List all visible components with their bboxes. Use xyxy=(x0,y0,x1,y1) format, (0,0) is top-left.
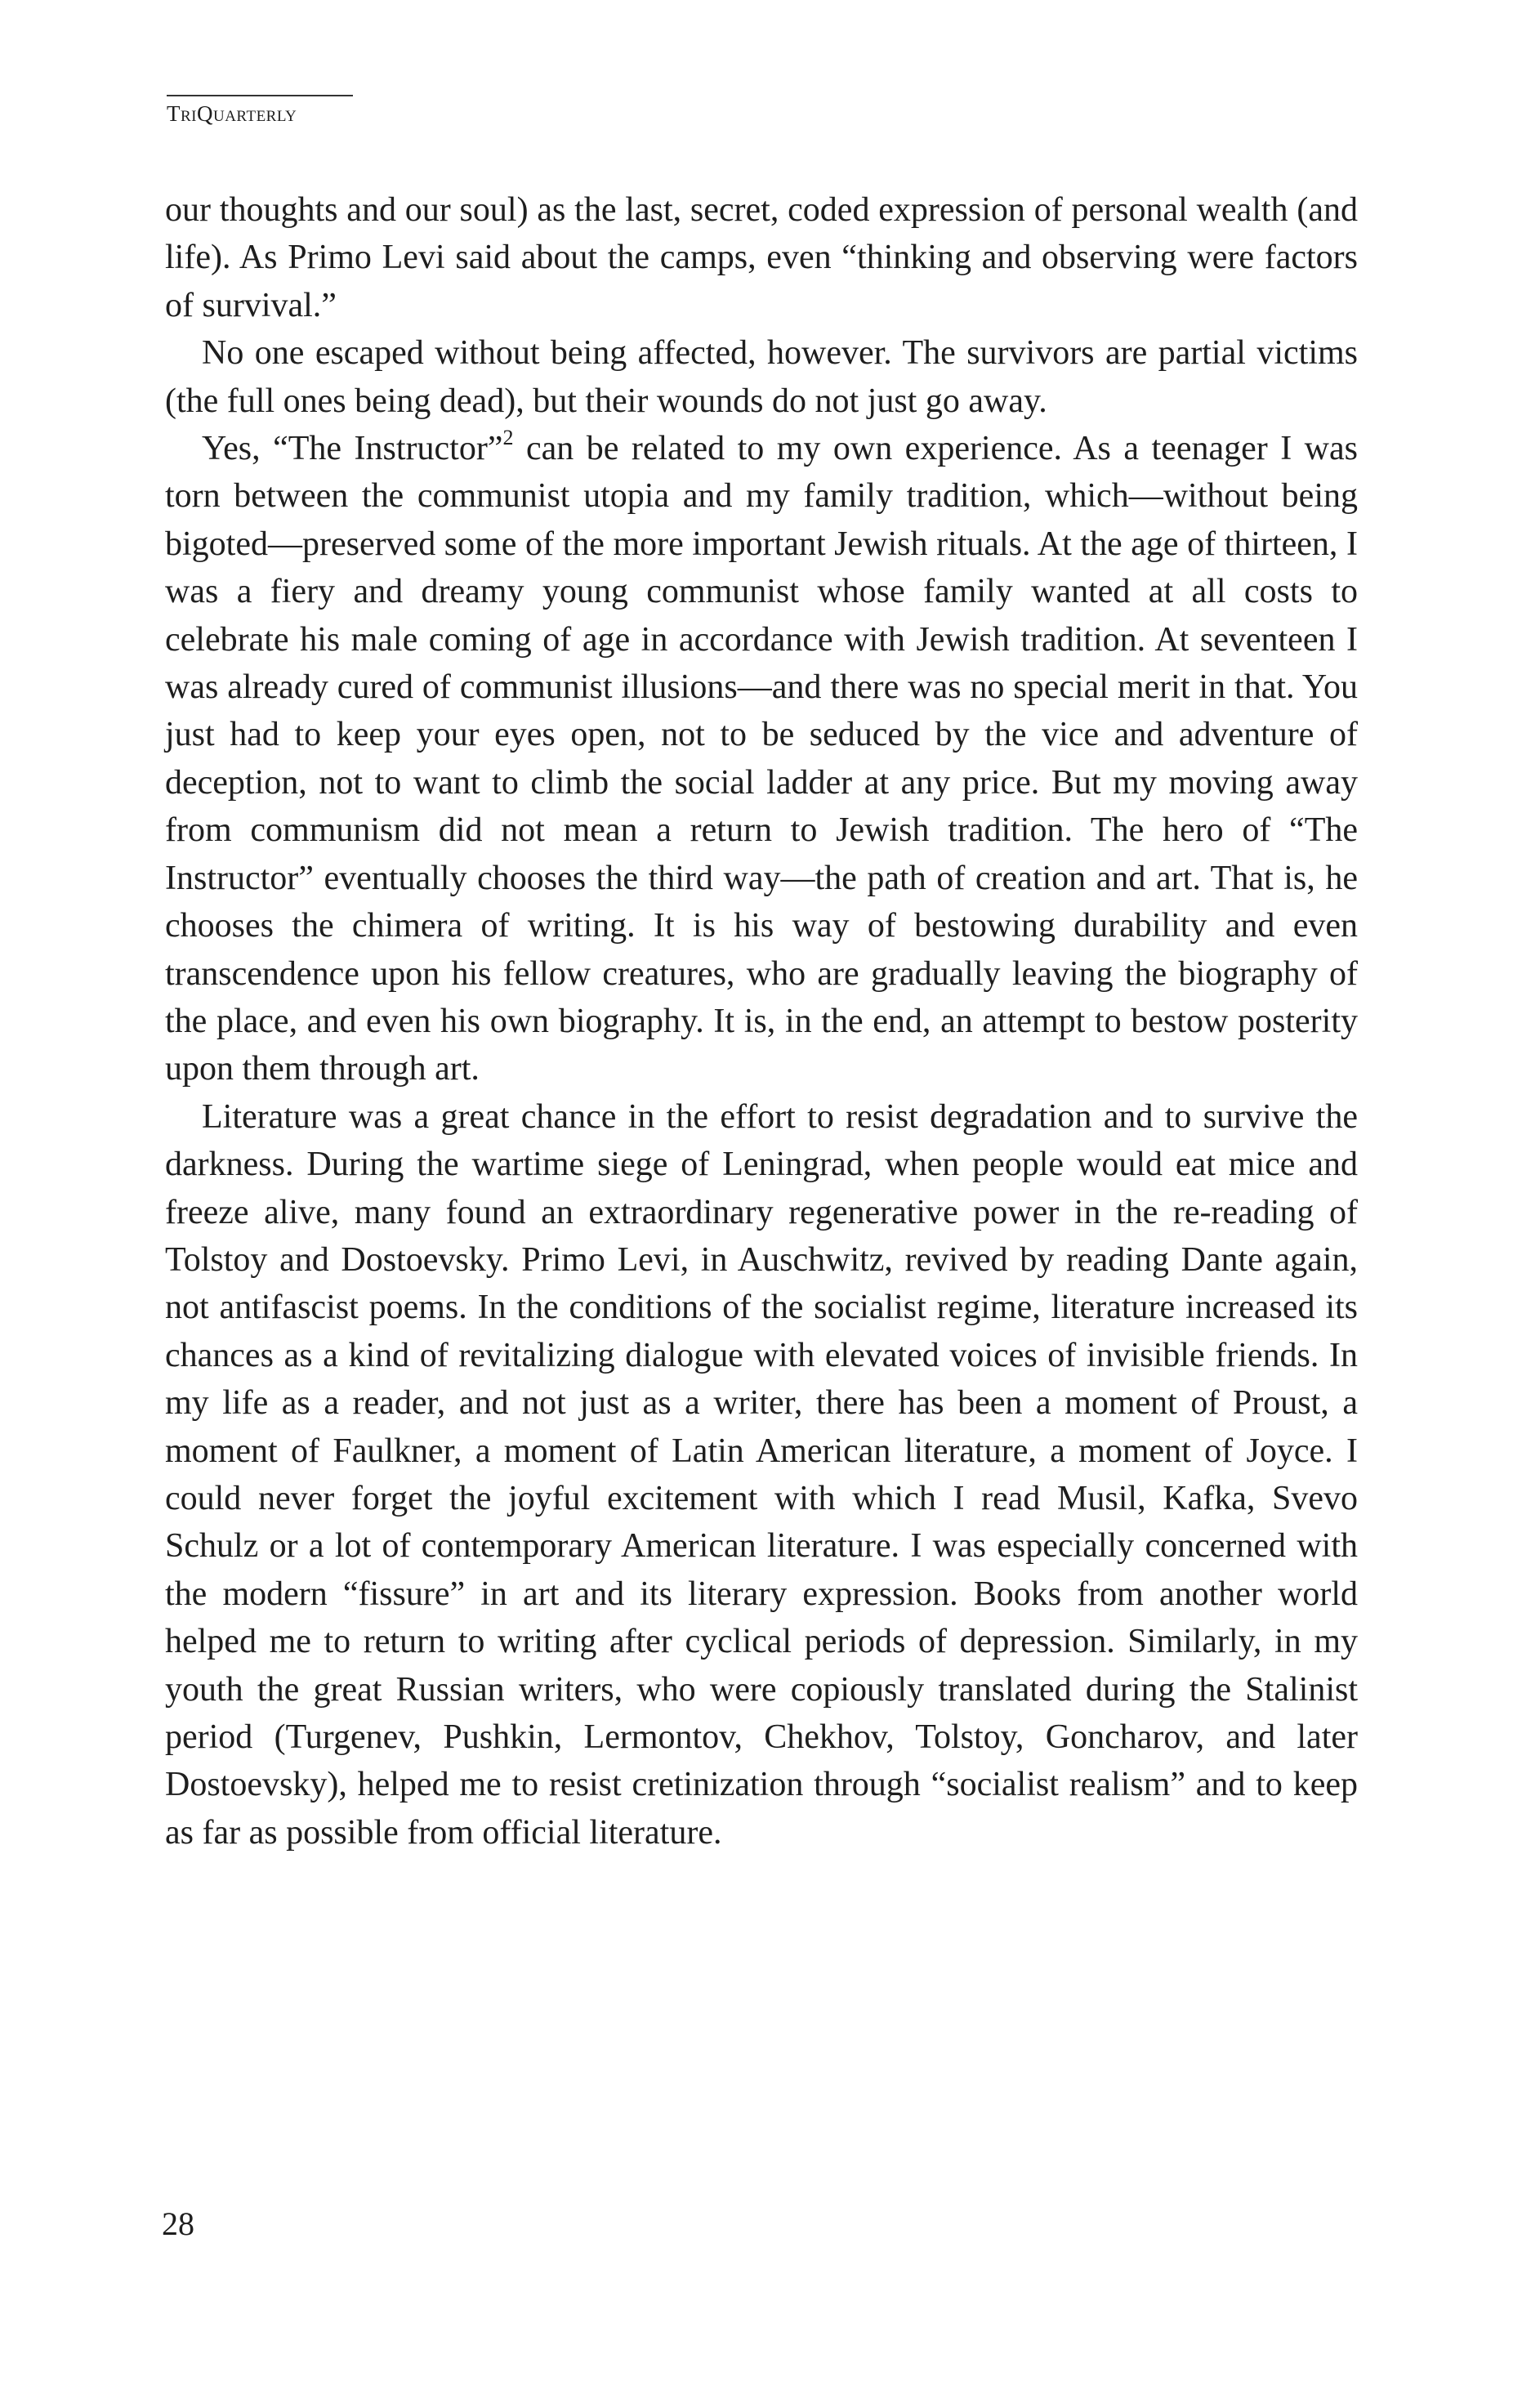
footnote-marker: 2 xyxy=(502,426,514,450)
body-text xyxy=(165,186,1358,1856)
paragraph-3-start: Yes, “The Instructor” xyxy=(202,430,503,468)
paragraph-3-rest: can be related to my own experience. As a teenager I was torn between the communist utopia and my family tradition, which—without being bigoted—preserved some of the more important Jewish rituals. At the age of thirteen, I was a fiery and dreamy young communist whose family wanted at all costs to celebrate his male coming of age in accordance with Jewish tradition. At seventeen I was already cured of communist illusions—and there was no special merit in that. You just had to keep your eyes open, not to be seduced by the vice and adventure of deception, not to want to climb the social ladder at any price. But my moving away from communism did not mean a return to Jewish tradition. The hero of “The Instructor” eventually chooses the third way—the path of creation and art. That is, he chooses the chimera of writing. It is his way of bestowing durability and even transcendence upon his fellow creatures, who are gradually leaving the biography of the place, and even his own biography. It is, in the end, an attempt to bestow posterity upon them through art. xyxy=(165,430,1358,1088)
paragraph-3 xyxy=(165,425,1358,1093)
paragraph-1: our thoughts and our soul) as the last, secret, coded expression of personal wealth (and life). As Primo Levi said about the camps, even “thinking and observing were factors of survival.” xyxy=(165,191,1358,324)
paragraph-4: Literature was a great chance in the effort to resist degradation and to survive the darkness. During the wartime siege of Leningrad, when people would eat mice and freeze alive, many found an extraordinary regenerative power in the re-reading of Tolstoy and Dostoevsky. Primo Levi, in Auschwitz, revived by reading Dante again, not antifascist poems. In the conditions of the socialist regime, literature increased its chances as a kind of revitalizing dialogue with elevated voices of invisible friends. In my life as a reader, and not just as a writer, there has been a moment of Proust, a moment of Faulkner, a moment of Latin American literature, a moment of Joyce. I could never forget the joyful excitement with which I read Musil, Kafka, Svevo Schulz or a lot of contemporary American literature. I was especially concerned with the modern “fissure” in art and its literary expression. Books from another world helped me to return to writing after cyclical periods of depression. Similarly, in my youth the great Russian writers, who were copiously translated during the Stalinist period (Turgenev, Pushkin, Lermontov, Chekhov, Tolstoy, Goncharov, and later Dostoevsky), helped me to resist cretinization through “socialist realism” and to keep as far as possible from official literature. xyxy=(165,1097,1358,1852)
paragraph-2: No one escaped without being affected, however. The survivors are partial victims (the full ones being dead), but their wounds do not just go away. xyxy=(165,334,1358,420)
page-number: 28 xyxy=(162,2205,194,2242)
running-head: TriQuarterly xyxy=(167,96,297,127)
